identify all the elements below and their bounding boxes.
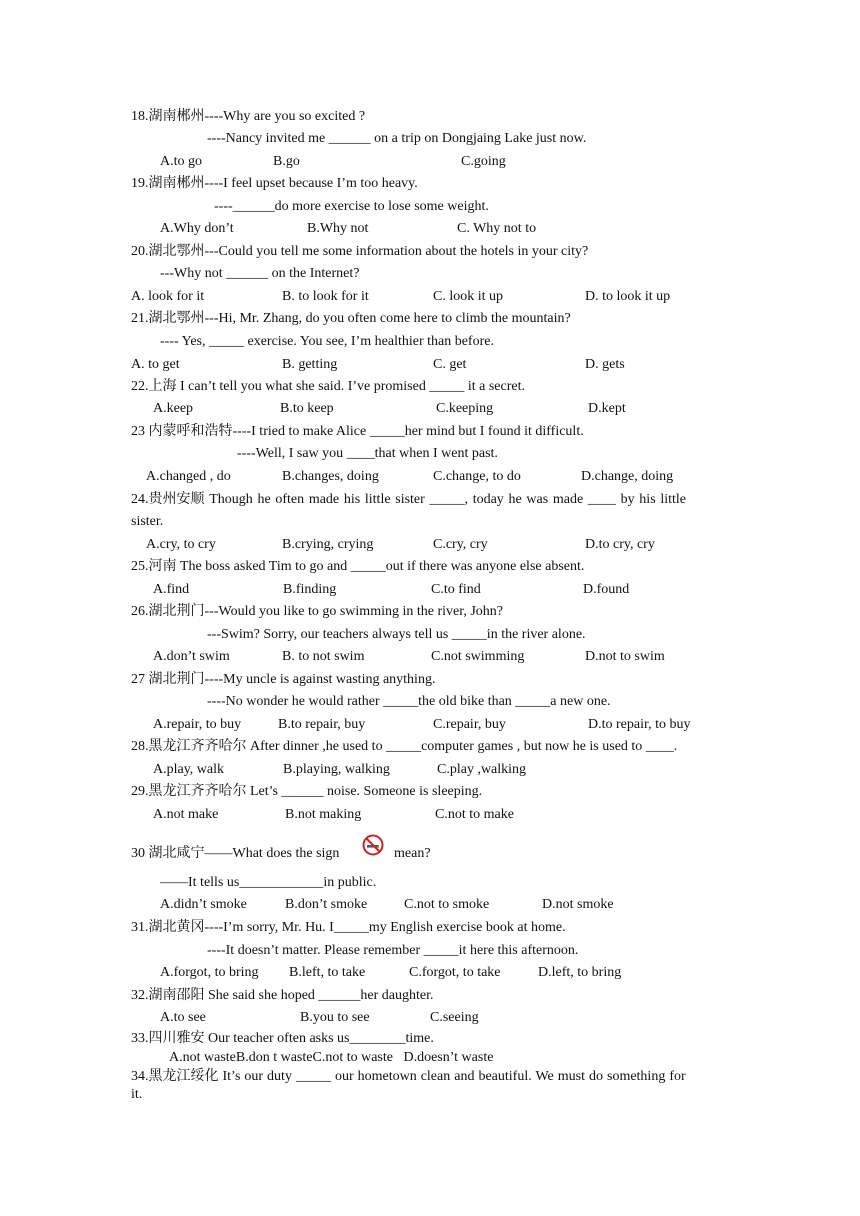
question-24-stem-continued: sister.	[131, 514, 164, 529]
question-26-stem: 26.湖北荆门---Would you like to go swimming in the river, John?	[131, 604, 503, 619]
question-30-option-a: A.didn’t smoke	[160, 897, 247, 912]
question-24-option-a: A.cry, to cry	[146, 537, 216, 552]
question-29-option-c: C.not to make	[435, 807, 514, 822]
question-26-option-c: C.not swimming	[431, 649, 525, 664]
question-27-option-c: C.repair, buy	[433, 717, 506, 732]
question-25-option-b: B.finding	[283, 582, 337, 597]
question-31-option-d: D.left, to bring	[538, 965, 622, 980]
question-32-option-c: C.seeing	[430, 1010, 479, 1025]
question-23-answer-line: ----Well, I saw you ____that when I went past.	[237, 446, 498, 461]
question-20-answer-line: ---Why not ______ on the Internet?	[160, 266, 360, 281]
question-32-stem: 32.湖南邵阳 She said she hoped ______her daughter.	[131, 988, 434, 1003]
question-30-option-d: D.not smoke	[542, 897, 614, 912]
question-25-option-d: D.found	[583, 582, 630, 597]
question-20-option-a: A. look for it	[131, 289, 205, 304]
question-20-stem: 20.湖北鄂州---Could you tell me some information about the hotels in your city?	[131, 244, 589, 259]
question-30-stem: 30 湖北咸宁——What does the sign	[131, 846, 340, 861]
question-21-option-d: D. gets	[585, 357, 625, 372]
question-25-stem: 25.河南 The boss asked Tim to go and _____out if there was anyone else absent.	[131, 559, 585, 574]
question-20-option-d: D. to look it up	[585, 289, 671, 304]
question-29-option-a: A.not make	[153, 807, 219, 822]
question-23-option-d: D.change, doing	[581, 469, 674, 484]
question-19-stem: 19.湖南郴州----I feel upset because I’m too heavy.	[131, 176, 418, 191]
question-18-option-b: B.go	[273, 154, 300, 169]
question-32-option-b: B.you to see	[300, 1010, 370, 1025]
question-20-option-b: B. to look for it	[282, 289, 369, 304]
question-28-option-a: A.play, walk	[153, 762, 225, 777]
question-30-answer-line: ——It tells us____________in public.	[160, 875, 377, 890]
question-29-option-b: B.not making	[285, 807, 362, 822]
question-26-option-d: D.not to swim	[585, 649, 665, 664]
question-34-stem: 34.黑龙江绥化 It’s our duty _____ our hometown clean and beautiful. We must do something for	[131, 1069, 686, 1084]
question-24-option-c: C.cry, cry	[433, 537, 488, 552]
question-21-option-a: A. to get	[131, 357, 180, 372]
question-26-option-b: B. to not swim	[282, 649, 365, 664]
question-22-option-c: C.keeping	[436, 401, 494, 416]
question-26-answer-line: ---Swim? Sorry, our teachers always tell us _____in the river alone.	[207, 627, 586, 642]
question-27-option-b: B.to repair, buy	[278, 717, 366, 732]
question-24-option-d: D.to cry, cry	[585, 537, 655, 552]
question-30-option-b: B.don’t smoke	[285, 897, 368, 912]
question-24-stem: 24.贵州安顺 Though he often made his little sister _____, today he was made ____ by his little	[131, 492, 687, 507]
question-27-stem: 27 湖北荆门----My uncle is against wasting anything.	[131, 672, 436, 687]
question-19-answer-line: ----______do more exercise to lose some weight.	[214, 199, 489, 214]
question-25-option-a: A.find	[153, 582, 190, 597]
question-31-option-a: A.forgot, to bring	[160, 965, 259, 980]
question-19-option-b: B.Why not	[307, 221, 369, 236]
question-23-option-c: C.change, to do	[433, 469, 521, 484]
question-21-stem: 21.湖北鄂州---Hi, Mr. Zhang, do you often come here to climb the mountain?	[131, 311, 571, 326]
question-28-stem: 28.黑龙江齐齐哈尔 After dinner ,he used to _____computer games , but now he is used to ____.	[131, 739, 678, 754]
question-34-stem-continued: it.	[131, 1087, 143, 1102]
question-22-stem: 22.上海 I can’t tell you what she said. I’ve promised _____ it a secret.	[131, 379, 525, 394]
question-27-option-d: D.to repair, to buy	[588, 717, 691, 732]
question-18-option-a: A.to go	[160, 154, 202, 169]
question-20-option-c: C. look it up	[433, 289, 504, 304]
question-27-answer-line: ----No wonder he would rather _____the old bike than _____a new one.	[207, 694, 611, 709]
question-30-stem-end: mean?	[394, 846, 431, 861]
question-23-stem: 23 内蒙呼和浩特----I tried to make Alice _____her mind but I found it difficult.	[131, 424, 584, 439]
question-22-option-a: A.keep	[153, 401, 194, 416]
question-33-stem: 33.四川雅安 Our teacher often asks us________time.	[131, 1031, 434, 1046]
question-31-answer-line: ----It doesn’t matter. Please remember _____it here this afternoon.	[207, 943, 579, 958]
question-18-answer-line: ----Nancy invited me ______ on a trip on Dongjaing Lake just now.	[207, 131, 587, 146]
question-25-option-c: C.to find	[431, 582, 481, 597]
question-32-option-a: A.to see	[160, 1010, 206, 1025]
question-31-option-b: B.left, to take	[289, 965, 366, 980]
question-22-option-d: D.kept	[588, 401, 626, 416]
question-30-option-c: C.not to smoke	[404, 897, 490, 912]
question-26-option-a: A.don’t swim	[153, 649, 230, 664]
question-28-option-c: C.play ,walking	[437, 762, 527, 777]
question-18-stem: 18.湖南郴州----Why are you so excited ?	[131, 109, 366, 124]
question-23-option-a: A.changed , do	[146, 469, 231, 484]
question-21-option-c: C. get	[433, 357, 467, 372]
question-19-option-c: C. Why not to	[457, 221, 537, 236]
question-21-option-b: B. getting	[282, 357, 338, 372]
question-27-option-a: A.repair, to buy	[153, 717, 242, 732]
question-22-option-b: B.to keep	[280, 401, 334, 416]
question-23-option-b: B.changes, doing	[282, 469, 379, 484]
question-19-option-a: A.Why don’t	[160, 221, 234, 236]
question-21-answer-line: ---- Yes, _____ exercise. You see, I’m healthier than before.	[160, 334, 494, 349]
question-29-stem: 29.黑龙江齐齐哈尔 Let’s ______ noise. Someone is sleeping.	[131, 784, 483, 799]
question-28-option-b: B.playing, walking	[283, 762, 390, 777]
question-18-option-c: C.going	[461, 154, 506, 169]
question-31-option-c: C.forgot, to take	[409, 965, 501, 980]
question-33-options: A.not wasteB.don t wasteC.not to waste D.doesn’t waste	[169, 1050, 494, 1065]
no-smoking-icon	[362, 834, 384, 856]
question-31-stem: 31.湖北黄冈----I’m sorry, Mr. Hu. I_____my English exercise book at home.	[131, 920, 566, 935]
question-24-option-b: B.crying, crying	[282, 537, 374, 552]
